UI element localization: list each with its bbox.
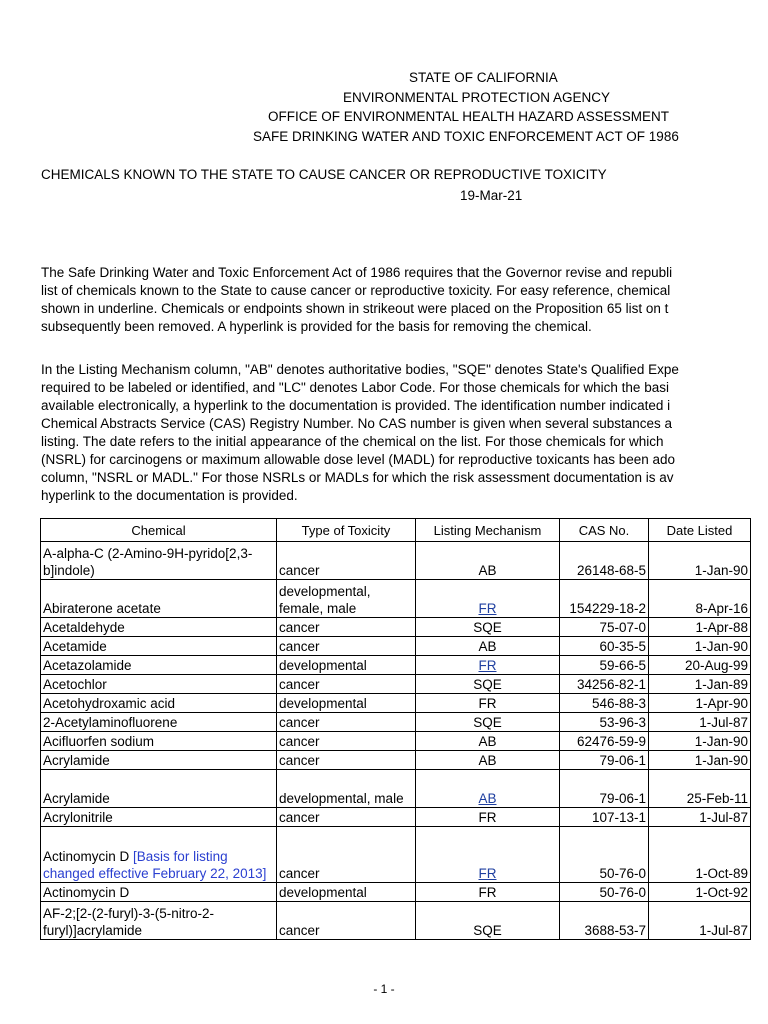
cas-number: 154229-18-2 xyxy=(560,580,649,618)
date-listed: 1-Oct-89 xyxy=(649,827,751,883)
listing-mechanism: SQE xyxy=(416,902,560,940)
cas-number: 26148-68-5 xyxy=(560,542,649,580)
intro-paragraph xyxy=(41,264,768,336)
table-row xyxy=(41,827,751,883)
mechanism-line: (NSRL) for carcinogens or maximum allowable dose level (MADL) for reproductive toxicants has been ado xyxy=(41,452,676,467)
cas-number: 79-06-1 xyxy=(560,770,649,808)
toxicity-type: developmental, female, male xyxy=(277,580,416,618)
chemical-name: AF-2;[2-(2-furyl)-3-(5-nitro-2-furyl)]acrylamide xyxy=(41,902,277,940)
toxicity-type: developmental xyxy=(277,656,416,675)
mechanism-line: required to be labeled or identified, and "LC" denotes Labor Code. For those chemicals for which the basi xyxy=(41,380,669,395)
date-listed: 25-Feb-11 xyxy=(649,770,751,808)
chemical-name: Abiraterone acetate xyxy=(41,580,277,618)
intro-line: subsequently been removed. A hyperlink is provided for the basis for removing the chemical. xyxy=(41,319,592,334)
header-chemical: Chemical xyxy=(41,519,277,542)
table-row xyxy=(41,694,751,713)
chemical-name-cell xyxy=(41,827,277,883)
cas-number: 107-13-1 xyxy=(560,808,649,827)
toxicity-type: cancer xyxy=(277,713,416,732)
toxicity-type: cancer xyxy=(277,808,416,827)
table-row xyxy=(41,580,751,618)
listing-mechanism: AB xyxy=(416,637,560,656)
chemical-name: Acrylamide xyxy=(41,751,277,770)
chemical-name: Acetazolamide xyxy=(41,656,277,675)
table-row xyxy=(41,618,751,637)
document-header xyxy=(0,68,768,146)
table-row xyxy=(41,770,751,808)
table-row xyxy=(41,637,751,656)
cas-number: 34256-82-1 xyxy=(560,675,649,694)
table-header-row xyxy=(41,519,751,542)
chemicals-table xyxy=(40,518,751,940)
cas-number: 59-66-5 xyxy=(560,656,649,675)
date-listed: 1-Jul-87 xyxy=(649,713,751,732)
mechanism-line: hyperlink to the documentation is provided. xyxy=(41,488,298,503)
table-row xyxy=(41,656,751,675)
cas-number: 50-76-0 xyxy=(560,883,649,902)
mechanism-line: In the Listing Mechanism column, "AB" denotes authoritative bodies, "SQE" denotes State's Qualified Expe xyxy=(41,362,679,377)
cas-number: 60-35-5 xyxy=(560,637,649,656)
toxicity-type: developmental, male xyxy=(277,770,416,808)
mechanism-line: listing. The date refers to the initial appearance of the chemical on the list. For those chemicals for which xyxy=(41,434,664,449)
date-listed: 1-Apr-90 xyxy=(649,694,751,713)
chemical-name: Acifluorfen sodium xyxy=(41,732,277,751)
cas-number: 3688-53-7 xyxy=(560,902,649,940)
listing-mechanism: SQE xyxy=(416,675,560,694)
listing-mechanism: AB xyxy=(416,732,560,751)
mechanism-line: available electronically, a hyperlink to the documentation is provided. The identification number indicated i xyxy=(41,398,671,413)
toxicity-type: cancer xyxy=(277,637,416,656)
mechanism-line: column, "NSRL or MADL." For those NSRLs or MADLs for which the risk assessment documentation is av xyxy=(41,470,674,485)
toxicity-type: developmental xyxy=(277,883,416,902)
date-listed: 20-Aug-99 xyxy=(649,656,751,675)
mechanism-link[interactable]: AB xyxy=(478,791,497,806)
table-row xyxy=(41,902,751,940)
cas-number: 50-76-0 xyxy=(560,827,649,883)
toxicity-type: cancer xyxy=(277,751,416,770)
table-row xyxy=(41,713,751,732)
listing-mechanism: AB xyxy=(416,542,560,580)
mechanism-link[interactable]: FR xyxy=(478,601,497,616)
table-row xyxy=(41,542,751,580)
header-mechanism: Listing Mechanism xyxy=(416,519,560,542)
cas-number: 546-88-3 xyxy=(560,694,649,713)
cas-number: 53-96-3 xyxy=(560,713,649,732)
chemical-name: Acrylamide xyxy=(41,770,277,808)
table-row xyxy=(41,675,751,694)
toxicity-type: developmental xyxy=(277,694,416,713)
chemical-name: Actinomycin D xyxy=(41,883,277,902)
mechanism-line: Chemical Abstracts Service (CAS) Registry Number. No CAS number is given when several substances a xyxy=(41,416,672,431)
toxicity-type: cancer xyxy=(277,827,416,883)
toxicity-type: cancer xyxy=(277,902,416,940)
chemical-name: Acetochlor xyxy=(41,675,277,694)
toxicity-type: cancer xyxy=(277,675,416,694)
date-listed: 1-Jan-89 xyxy=(649,675,751,694)
intro-line: list of chemicals known to the State to cause cancer or reproductive toxicity. For easy reference, chemical xyxy=(41,283,671,298)
cas-number: 79-06-1 xyxy=(560,751,649,770)
listing-mechanism: FR xyxy=(416,808,560,827)
mechanism-link[interactable]: FR xyxy=(478,658,497,673)
date-listed: 1-Jul-87 xyxy=(649,902,751,940)
header-cas: CAS No. xyxy=(560,519,649,542)
chemical-name: Actinomycin D xyxy=(43,849,130,864)
table-row xyxy=(41,732,751,751)
chemical-name: Acetaldehyde xyxy=(41,618,277,637)
listing-mechanism: SQE xyxy=(416,713,560,732)
date-listed: 1-Apr-88 xyxy=(649,618,751,637)
header-agency: ENVIRONMENTAL PROTECTION AGENCY xyxy=(343,89,611,105)
date-listed: 1-Jan-90 xyxy=(649,751,751,770)
chemical-name: 2-Acetylaminofluorene xyxy=(41,713,277,732)
toxicity-type: cancer xyxy=(277,542,416,580)
listing-mechanism: AB xyxy=(416,751,560,770)
cas-number: 62476-59-9 xyxy=(560,732,649,751)
table-row xyxy=(41,883,751,902)
page-number: - 1 - xyxy=(373,982,395,996)
intro-line: shown in underline. Chemicals or endpoints shown in strikeout were placed on the Proposition 65 list on t xyxy=(41,301,669,316)
table-row xyxy=(41,751,751,770)
listing-mechanism: FR xyxy=(416,883,560,902)
chemical-name: Acetohydroxamic acid xyxy=(41,694,277,713)
table-row xyxy=(41,808,751,827)
intro-line: The Safe Drinking Water and Toxic Enforcement Act of 1986 requires that the Governor revise and republi xyxy=(41,265,673,280)
cas-number: 75-07-0 xyxy=(560,618,649,637)
listing-mechanism: SQE xyxy=(416,618,560,637)
date-listed: 1-Jul-87 xyxy=(649,808,751,827)
toxicity-type: cancer xyxy=(277,618,416,637)
header-date: Date Listed xyxy=(649,519,751,542)
document-title: CHEMICALS KNOWN TO THE STATE TO CAUSE CANCER OR REPRODUCTIVE TOXICITY xyxy=(41,167,607,182)
toxicity-type: cancer xyxy=(277,732,416,751)
mechanism-link[interactable]: FR xyxy=(478,866,497,881)
header-toxicity: Type of Toxicity xyxy=(277,519,416,542)
date-listed: 8-Apr-16 xyxy=(649,580,751,618)
date-listed: 1-Jan-90 xyxy=(649,542,751,580)
header-office: OFFICE OF ENVIRONMENTAL HEALTH HAZARD ASSESSMENT xyxy=(268,109,670,124)
chemical-name: Acrylonitrile xyxy=(41,808,277,827)
date-listed: 1-Jan-90 xyxy=(649,732,751,751)
document-date: 19-Mar-21 xyxy=(460,188,523,203)
basis-for-listing-link[interactable]: [Basis for listing changed effective February 22, 2013] xyxy=(43,849,267,881)
chemical-name: A-alpha-C (2-Amino-9H-pyrido[2,3-b]indole) xyxy=(41,542,277,580)
date-listed: 1-Oct-92 xyxy=(649,883,751,902)
chemical-name: Acetamide xyxy=(41,637,277,656)
header-state: STATE OF CALIFORNIA xyxy=(409,70,558,85)
mechanism-paragraph xyxy=(41,361,768,505)
header-act: SAFE DRINKING WATER AND TOXIC ENFORCEMENT ACT OF 1986 xyxy=(253,128,679,144)
date-listed: 1-Jan-90 xyxy=(649,637,751,656)
listing-mechanism: FR xyxy=(416,694,560,713)
